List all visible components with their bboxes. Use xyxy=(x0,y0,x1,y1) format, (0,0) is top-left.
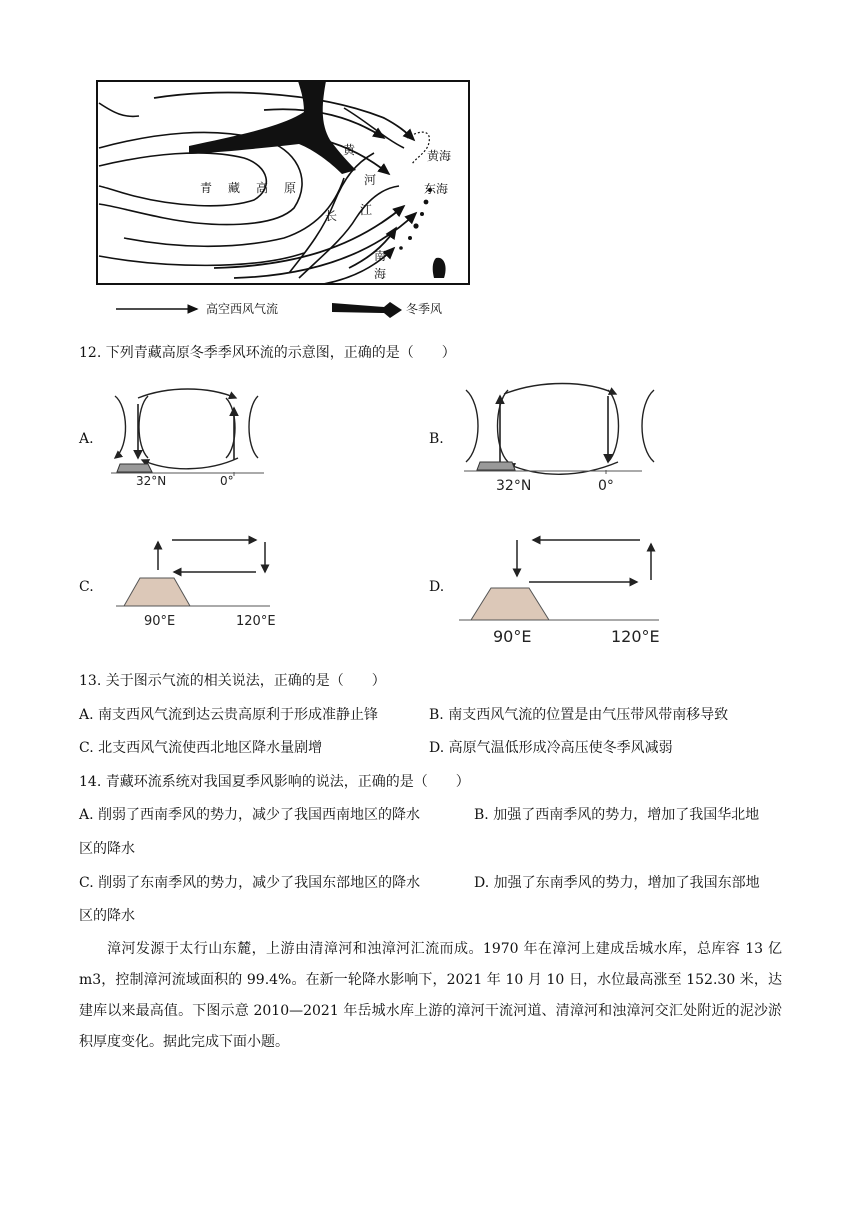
plateau-char-1: 青 xyxy=(200,181,213,195)
q12-c-lon1: 90°E xyxy=(144,614,176,629)
q14-option-d-line2[interactable]: 区的降水 xyxy=(79,908,135,924)
q14-option-b-line1[interactable]: B. 加强了西南季风的势力，增加了我国华北地 xyxy=(474,807,760,823)
q12-stem: 12. 下列青藏高原冬季季风环流的示意图，正确的是（ ） xyxy=(79,345,456,361)
plateau-char-3: 高 xyxy=(256,181,269,195)
plateau-char-4: 原 xyxy=(284,181,297,195)
label-nan: 南 xyxy=(374,249,387,263)
q12-option-a-diagram[interactable] xyxy=(108,388,268,486)
q12-option-b-diagram[interactable] xyxy=(460,382,660,494)
q12-option-d-diagram[interactable] xyxy=(455,528,670,648)
map-legend xyxy=(116,301,442,318)
q13-stem: 13. 关于图示气流的相关说法，正确的是（ ） xyxy=(79,673,386,689)
q12-option-d-letter[interactable]: D. xyxy=(429,579,445,595)
label-he: 河 xyxy=(364,173,377,187)
label-jiang: 江 xyxy=(360,203,373,217)
map-frame xyxy=(97,81,469,284)
q12-b-lat2: 0° xyxy=(598,478,614,494)
q12-a-lat1: 32°N xyxy=(136,474,167,486)
q13-option-d[interactable]: D. 高原气温低形成冷高压使冬季风减弱 xyxy=(429,740,673,756)
q14-stem: 14. 青藏环流系统对我国夏季风影响的说法，正确的是（ ） xyxy=(79,774,470,790)
q12-d-lon2: 120°E xyxy=(611,627,660,646)
q13-option-c[interactable]: C. 北支西风气流使西北地区降水量剧增 xyxy=(79,740,323,756)
q12-option-c-diagram[interactable] xyxy=(110,530,280,630)
label-donghai: 东海 xyxy=(424,182,449,196)
q12-d-lon1: 90°E xyxy=(493,627,532,646)
q12-option-c-letter[interactable]: C. xyxy=(79,579,94,595)
legend-westerly-label: 高空西风气流 xyxy=(206,302,279,316)
passage-paragraph: 漳河发源于太行山东麓，上游由清漳河和浊漳河汇流而成。1970 年在漳河上建成岳城水库，总库容 13 亿 m3，控制漳河流域面积的 99.4%。在新一轮降水影响下，2021 年 10 月 10 日，水位最高涨至 152.30 米，达建库以来最高值。下图示意 2010—2021 年岳城水库上游的漳河干流河道、清漳河和浊漳河交汇处附近的泥沙淤积厚度变化。据此完成下面小题。 xyxy=(79,941,782,1050)
q13-option-a[interactable]: A. 南支西风气流到达云贵高原利于形成准静止锋 xyxy=(79,707,379,723)
q14-option-c[interactable]: C. 削弱了东南季风的势力，减少了我国东部地区的降水 xyxy=(79,875,421,891)
q12-option-b-letter[interactable]: B. xyxy=(429,431,444,447)
label-hai: 海 xyxy=(374,267,387,281)
q14-option-b-line2[interactable]: 区的降水 xyxy=(79,841,135,857)
q12-b-lat1: 32°N xyxy=(496,478,532,494)
legend-monsoon-arrow xyxy=(332,302,402,318)
plateau-char-2: 藏 xyxy=(228,181,241,195)
label-huang: 黄 xyxy=(343,143,356,157)
q12-option-a-letter[interactable]: A. xyxy=(79,431,94,447)
q12-a-lat2: 0° xyxy=(220,474,234,486)
monsoon-map-figure xyxy=(94,78,474,323)
q14-option-d-line1[interactable]: D. 加强了东南季风的势力，增加了我国东部地 xyxy=(474,875,760,891)
q14-option-a[interactable]: A. 削弱了西南季风的势力，减少了我国西南地区的降水 xyxy=(79,807,421,823)
legend-monsoon-label: 冬季风 xyxy=(406,302,443,316)
q12-c-lon2: 120°E xyxy=(236,614,276,629)
label-chang: 长 xyxy=(325,209,338,223)
label-huanghai: 黄海 xyxy=(427,149,452,163)
q13-option-b[interactable]: B. 南支西风气流的位置是由气压带风带南移导致 xyxy=(429,707,729,723)
